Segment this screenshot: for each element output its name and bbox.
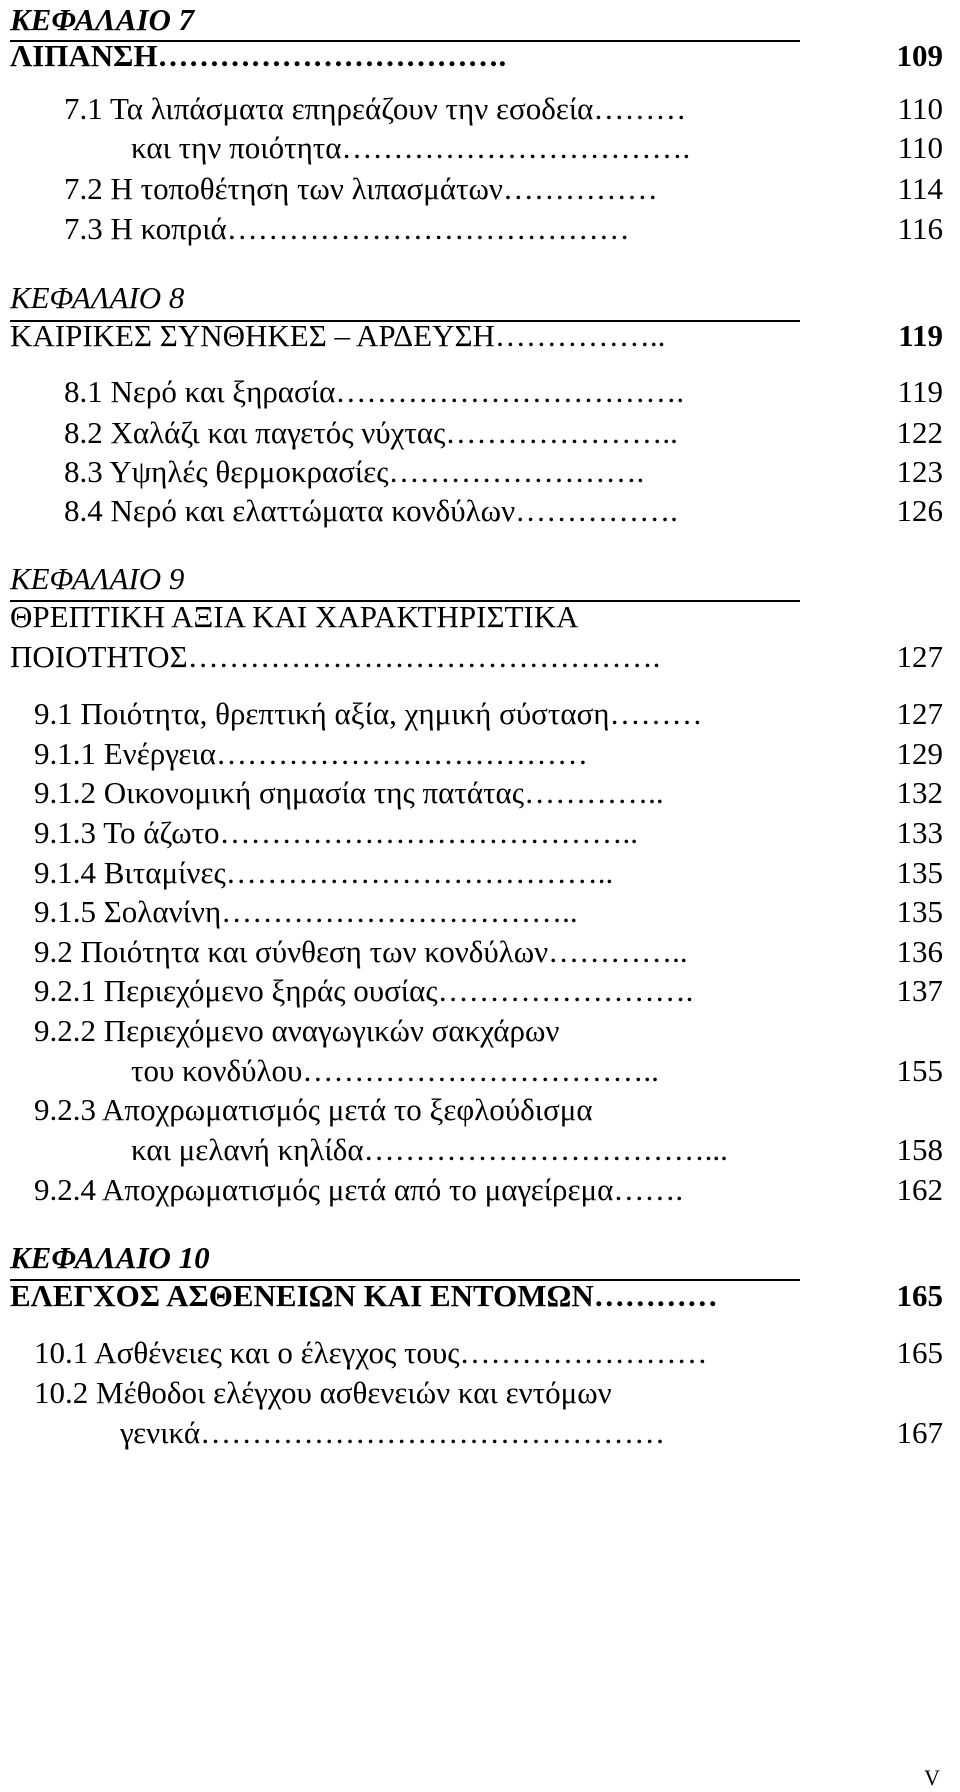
chapter-7-title: ΛΙΠΑΝΣΗ……………………………. — [10, 38, 507, 73]
chapter-10-title: ΕΛΕΓΧΟΣ ΑΣΘΕΝΕΙΩΝ ΚΑΙ ΕΝΤΟΜΩΝ………… — [10, 1278, 718, 1313]
toc-entry: γενικά……………………………………… — [120, 1415, 666, 1450]
toc-entry-page: 162 — [896, 1172, 943, 1207]
chapter-9-page: 127 — [896, 639, 943, 674]
toc-entry: 10.2 Μέθοδοι ελέγχου ασθενειών και εντόμων — [34, 1375, 612, 1410]
toc-entry-page: 127 — [896, 696, 943, 731]
chapter-8-page: 119 — [898, 318, 943, 353]
toc-entry-page: 133 — [896, 815, 943, 850]
toc-entry-page: 119 — [897, 374, 943, 409]
toc-entry: 8.4 Νερό και ελαττώματα κονδύλων……………. — [64, 493, 678, 528]
toc-entry-page: 114 — [897, 171, 943, 206]
toc-entry-page: 132 — [896, 775, 943, 810]
toc-entry: 10.1 Ασθένειες και ο έλεγχος τους…………………… — [34, 1335, 708, 1370]
toc-entry-page: 110 — [897, 130, 943, 165]
chapter-8-title: ΚΑΙΡΙΚΕΣ ΣΥΝΘΗΚΕΣ – ΑΡΔΕΥΣΗ…………….. — [10, 318, 666, 353]
toc-entry: 9.2 Ποιότητα και σύνθεση των κονδύλων………….. — [34, 934, 688, 969]
chapter-9-label: ΚΕΦΑΛΑΙΟ 9 — [10, 561, 185, 596]
chapter-9-title-line2: ΠΟΙΟΤΗΤΟΣ………………………………………. — [10, 639, 661, 674]
toc-entry-page: 123 — [896, 454, 943, 489]
toc-entry-page: 116 — [897, 211, 943, 246]
toc-entry: 9.1.5 Σολανίνη…………………………….. — [34, 894, 578, 929]
toc-entry-page: 137 — [896, 973, 943, 1008]
chapter-9-title: ΘΡΕΠΤΙΚΗ ΑΞΙΑ ΚΑΙ ΧΑΡΑΚΤΗΡΙΣΤΙΚΑ — [10, 599, 579, 634]
toc-entry-page: 155 — [896, 1053, 943, 1088]
chapter-10-label: ΚΕΦΑΛΑΙΟ 10 — [10, 1240, 210, 1275]
toc-entry: 9.2.4 Αποχρωματισμός μετά από το μαγείρεμα……. — [34, 1172, 684, 1207]
toc-entry: 7.2 Η τοποθέτηση των λιπασμάτων…………… — [64, 171, 658, 206]
toc-entry-page: 167 — [896, 1415, 943, 1450]
toc-entry: του κονδύλου…………………………….. — [131, 1053, 659, 1088]
toc-entry: 9.1.4 Βιταμίνες……………………………….. — [34, 855, 614, 890]
toc-entry: 9.2.1 Περιεχόμενο ξηράς ουσίας……………………. — [34, 973, 694, 1008]
toc-entry: και μελανή κηλίδα……………………………... — [131, 1132, 728, 1167]
page-number: V — [924, 1765, 940, 1790]
toc-entry: 9.1.1 Ενέργεια……………………………… — [34, 736, 588, 771]
toc-entry-page: 158 — [896, 1132, 943, 1167]
chapter-7-label: ΚΕΦΑΛΑΙΟ 7 — [10, 2, 195, 37]
toc-entry: 9.2.3 Αποχρωματισμός μετά το ξεφλούδισμα — [34, 1092, 593, 1127]
toc-entry-page: 129 — [896, 736, 943, 771]
toc-entry: 8.2 Χαλάζι και παγετός νύχτας………………….. — [64, 415, 678, 450]
toc-entry: 9.2.2 Περιεχόμενο αναγωγικών σακχάρων — [34, 1013, 560, 1048]
toc-entry-page: 135 — [896, 894, 943, 929]
toc-entry: 9.1.2 Οικονομική σημασία της πατάτας………….. — [34, 775, 664, 810]
toc-entry-page: 165 — [896, 1335, 943, 1370]
toc-entry-page: 136 — [896, 934, 943, 969]
toc-entry: 9.1.3 Το άζωτο………………………………….. — [34, 815, 639, 850]
toc-entry-page: 135 — [896, 855, 943, 890]
chapter-10-page: 165 — [896, 1278, 943, 1313]
toc-entry: 7.1 Τα λιπάσματα επηρεάζουν την εσοδεία……… — [64, 91, 687, 126]
toc-entry: και την ποιότητα……………………………. — [131, 130, 691, 165]
toc-entry: 9.1 Ποιότητα, θρεπτική αξία, χημική σύσταση……… — [34, 696, 703, 731]
toc-entry: 8.3 Υψηλές θερμοκρασίες……………………. — [64, 454, 645, 489]
toc-entry-page: 122 — [896, 415, 943, 450]
toc-entry-page: 126 — [896, 493, 943, 528]
toc-entry-page: 110 — [897, 91, 943, 126]
chapter-8-label: ΚΕΦΑΛΑΙΟ 8 — [10, 280, 185, 315]
toc-entry: 8.1 Νερό και ξηρασία……………………………. — [64, 374, 685, 409]
toc-entry: 7.3 Η κοπριά………………………………… — [64, 211, 630, 246]
chapter-7-page: 109 — [896, 38, 943, 73]
